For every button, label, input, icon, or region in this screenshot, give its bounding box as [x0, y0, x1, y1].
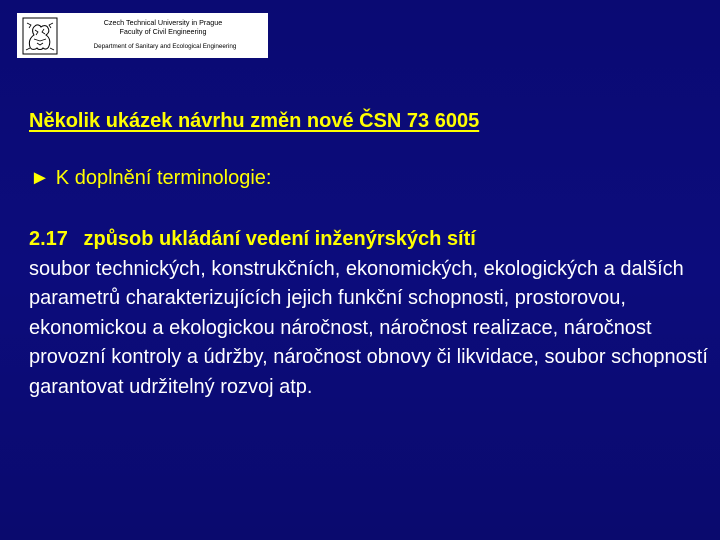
slide-title: Několik ukázek návrhu změn nové ČSN 73 6005: [29, 110, 480, 132]
definition-heading: [29, 225, 709, 255]
university-logo-icon: [22, 17, 58, 55]
header-faculty: Faculty of Civil Engineering: [119, 27, 207, 36]
bullet-item: [30, 167, 272, 190]
definition-body: soubor technických, konstrukčních, ekonomických, ekologických a dalších parametrů charakterizujících jejich funkční schopnosti, prostorovou, ekonomickou a ekologickou náročnost, náročnost realizace, náročnost provozní kontroly a údržby, náročnost obnovy či likvidace, soubor schopností garantovat udržitelný rozvoj atp.: [29, 257, 708, 398]
header-university: Czech Technical University in Prague: [103, 18, 223, 27]
bullet-text: K doplnění terminologie:: [55, 167, 272, 189]
header-box: [17, 13, 268, 58]
definition-term: způsob ukládání vedení inženýrských sítí: [83, 228, 476, 250]
definition-block: [29, 225, 709, 402]
header-department: Department of Sanitary and Ecological Engineering: [93, 43, 237, 50]
definition-number: 2.17: [29, 228, 68, 250]
bullet-arrow-icon: ►: [30, 167, 50, 189]
